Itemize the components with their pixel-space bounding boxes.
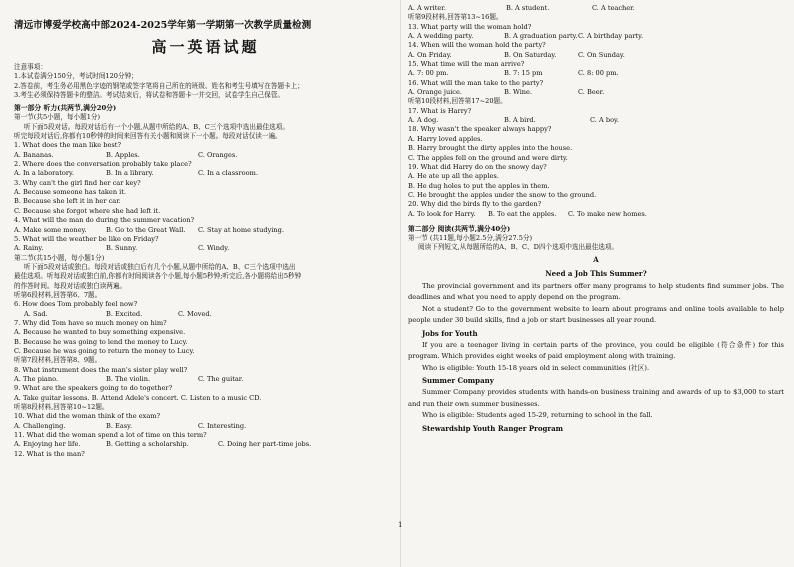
passage-paragraph: Who is eligible: Students aged 15-29, returning to school in the fall.	[422, 411, 653, 420]
option: C. Because he was going to return the money to Lucy.	[14, 346, 195, 355]
option: B. Go to the Great Wall.	[106, 225, 186, 234]
option: B. A graduation party.	[504, 32, 578, 41]
passage-subheading: Stewardship Youth Ranger Program	[422, 423, 564, 433]
school-header: 清远市博爱学校高中部2024-2025学年第一学期第一次教学质量检测	[14, 20, 312, 31]
option: A. He ate up all the apples.	[408, 172, 499, 181]
question: 9. What are the speakers going to do together?	[14, 384, 173, 393]
question: 12. What is the man?	[14, 449, 85, 458]
question: 11. What did the woman spend a lot of time on this term?	[14, 431, 207, 440]
listening-note: 听第7段材料,回答第8、9题。	[14, 356, 102, 365]
question: 14. When will the woman hold the party?	[408, 41, 546, 50]
option: A. On Friday.	[408, 50, 452, 59]
passage-title: Need a Job This Summer?	[545, 268, 647, 278]
question: 1. What does the man like best?	[14, 141, 121, 150]
option: C. Stay at home studying.	[198, 225, 284, 234]
options-row	[408, 51, 784, 60]
options-row	[14, 422, 397, 431]
options-row	[408, 4, 784, 13]
exam-title: 高一英语试题	[151, 38, 260, 56]
option: A. Challenging.	[14, 421, 66, 430]
listening-note: 听第10段材料,回答第17~20题。	[408, 97, 507, 106]
section1-title: 第一节(共5小题，每小题1分)	[14, 113, 101, 122]
question: 18. Why wasn't the speaker always happy?	[408, 125, 552, 134]
options-row	[408, 69, 784, 78]
option: C. Beer.	[578, 88, 605, 97]
option: A. To look for Harry.	[408, 209, 476, 218]
left-column	[14, 6, 397, 567]
option: B. To eat the apples.	[488, 209, 557, 218]
option: A. Bananas.	[14, 150, 54, 159]
options-row	[14, 310, 397, 319]
question: 3. Why can't the girl find her car key?	[14, 178, 141, 187]
passage-paragraph: If you are a teenager living in certain parts of the province, you could be eligible (符合条件) for this program. Which provides eight weeks of paid employment along with training.	[408, 340, 784, 361]
note-item: 2.答卷前，考生务必用黑色字迹的钢笔或签字笔将自己所在的班级、姓名和考生号填写在答题卡上；	[14, 81, 304, 90]
option: C. The apples fell on the ground and were dirty.	[408, 153, 568, 162]
option: B. Because he was going to lend the money to Lucy.	[14, 337, 188, 346]
option: A. Rainy.	[14, 244, 44, 253]
option: C. Interesting.	[198, 421, 247, 430]
option: B. Easy.	[106, 421, 133, 430]
instruction-line: 听下面5段对话。每段对话后有一个小题,从题中所给的A、B、C三个选项中选出最佳选项。	[24, 122, 289, 131]
option: A. 7: 00 pm.	[408, 69, 449, 78]
option: C. A birthday party.	[578, 32, 644, 41]
passage-paragraph: The provincial government and its partners offer many programs to help students find summer jobs. The deadlines and what you need to apply depend on the program.	[408, 281, 784, 302]
option: B. A bird.	[504, 116, 536, 125]
option: C. To make new homes.	[568, 209, 647, 218]
option: B. In a library.	[106, 169, 154, 178]
option: A. Because he wanted to buy something expensive.	[14, 328, 186, 337]
options-row	[14, 151, 397, 160]
options-row	[408, 88, 784, 97]
option: C. A boy.	[590, 116, 619, 125]
options-row	[14, 375, 397, 384]
option: C. The guitar.	[198, 375, 244, 383]
option: A. Enjoying her life.	[14, 440, 81, 449]
question: 7. Why did Tom have so much money on him?	[14, 318, 167, 327]
question: 8. What instrument does the man's sister play well?	[14, 365, 188, 374]
options-row	[14, 244, 397, 253]
question: 2. Where does the conversation probably take place?	[14, 160, 192, 169]
question: 20. Why did the birds fly to the garden?	[408, 200, 542, 209]
option: A. Take guitar lessons. B. Attend Adele's concert. C. Listen to a music CD.	[14, 393, 262, 402]
options-row	[14, 169, 397, 178]
option: C. Windy.	[198, 244, 230, 253]
options-row	[14, 440, 397, 449]
passage-subheading: Jobs for Youth	[422, 328, 478, 338]
listening-note: 听第9段材料,回答第13~16题。	[408, 13, 503, 22]
option: C. Because she forgot where she had left it.	[14, 206, 161, 215]
question: 16. What will the man take to the party?	[408, 78, 544, 87]
option: A. Because someone has taken it.	[14, 188, 127, 197]
option: B. He dug holes to put the apples in them.	[408, 181, 550, 190]
option: B. Getting a scholarship.	[106, 440, 189, 449]
option: B. Wine.	[504, 88, 533, 97]
question: 13. What party will the woman hold?	[408, 22, 532, 31]
instruction-line: 最佳选项。听每段对话或独白前,你都有时间阅读各个小题,每小题5秒钟;听完后,各小题将给出5秒钟	[14, 272, 302, 281]
option: A. Orange juice.	[408, 88, 462, 97]
option: A. A dog.	[408, 116, 439, 125]
option: A. The piano.	[14, 375, 59, 383]
option: C. On Sunday.	[578, 50, 625, 59]
option: C. 8: 00 pm.	[578, 69, 619, 78]
options-row	[408, 210, 784, 219]
option: B. The violin.	[106, 375, 151, 383]
right-column	[408, 4, 784, 567]
page-number: 1	[398, 521, 403, 529]
option: A. Make some money.	[14, 225, 87, 234]
listening-note: 听第8段材料,回答第10~12题。	[14, 403, 109, 412]
option: B. Excited.	[106, 309, 143, 318]
question: 15. What time will the man arrive?	[408, 60, 525, 69]
option: B. Because she left it in her car.	[14, 197, 121, 206]
option: B. A student.	[506, 4, 550, 12]
option: B. On Saturday.	[504, 50, 557, 59]
question: 10. What did the woman think of the exam?	[14, 412, 161, 421]
option: B. Apples.	[106, 150, 140, 159]
option: C. In a classroom.	[198, 169, 258, 178]
option: A. A writer.	[408, 4, 446, 12]
instruction-line: 听完每段对话后,你都有10秒钟的时间来回答有关小题和阅读下一小题。每段对话仅读一遍。	[14, 132, 282, 141]
option: B. Harry brought the dirty apples into the house.	[408, 144, 573, 153]
instruction-line: 听第6段材料,回答第6、7题。	[14, 290, 102, 299]
question: 17. What is Harry?	[408, 106, 472, 115]
option: C. Doing her part-time jobs.	[218, 440, 312, 449]
option: A. A wedding party.	[408, 32, 474, 41]
note-item: 3.考生必须保持答题卡的整洁。考试结束后，将试卷和答题卡一并交回，试卷学生自己保管。	[14, 91, 285, 100]
question: 5. What will the weather be like on Friday?	[14, 234, 159, 243]
passage-paragraph: Not a student? Go to the government website to learn about programs and online tools available to help people under 30 build skills, find a job or start businesses all year round.	[408, 304, 784, 325]
instruction-line: 听下面5段对话或独白。每段对话或独白后有几个小题,从题中所给的A、B、C三个选项中选出	[24, 262, 296, 271]
section2-title: 第二节(共15小题，每小题1分)	[14, 253, 105, 262]
options-row	[408, 32, 784, 41]
notes-heading: 注意事项：	[14, 63, 47, 71]
option: B. 7: 15 pm	[504, 69, 543, 78]
part2-title: 第二部分 阅读(共两节,满分40分)	[408, 224, 511, 233]
option: C. Oranges.	[198, 150, 238, 159]
question: 6. How does Tom probably feel now?	[14, 300, 138, 309]
option: A. Harry loved apples.	[408, 134, 483, 143]
note-item: 1.本试卷满分150分，考试时间120分钟；	[14, 72, 138, 81]
section1-title: 第一节 (共11题,每小题2.5分,满分27.5分)	[408, 233, 533, 242]
option: A. Sad.	[24, 309, 48, 318]
options-row	[14, 226, 397, 235]
part1-title: 第一部分 听力(共两节,满分20分)	[14, 104, 117, 113]
passage-subheading: Summer Company	[422, 376, 494, 386]
option: C. He brought the apples under the snow to the ground.	[408, 190, 597, 199]
question: 4. What will the man do during the summer vacation?	[14, 216, 195, 225]
passage-paragraph: Summer Company provides students with hands-on business training and awards of up to $3,000 to start and run their own summer businesses.	[408, 388, 784, 408]
option: C. Moved.	[178, 309, 212, 318]
option: C. A teacher.	[592, 4, 635, 12]
option: A. In a laboratory.	[14, 169, 74, 178]
column-divider	[400, 0, 401, 567]
reading-instruction: 阅读下列短文,从每题所给的A、B、C、D四个选项中选出最佳选项。	[418, 243, 619, 252]
instruction-line: 的作答时间。每段对话或独白读两遍。	[14, 281, 127, 290]
options-row	[408, 116, 784, 125]
option: B. Sunny.	[106, 244, 138, 253]
question: 19. What did Harry do on the snowy day?	[408, 162, 547, 171]
passage-paragraph: Who is eligible: Youth 15-18 years old in select communities (社区).	[422, 363, 650, 372]
passage-label: A	[593, 254, 599, 264]
